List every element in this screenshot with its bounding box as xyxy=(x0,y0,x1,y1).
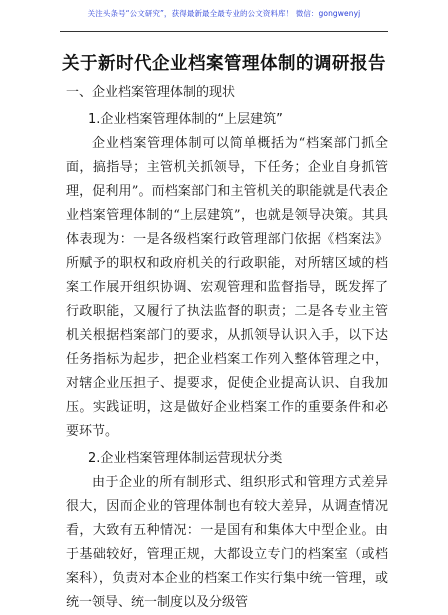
subsection-heading-1: 1.企业档案管理体制的“上层建筑” xyxy=(88,112,283,127)
document-title: 关于新时代企业档案管理体制的调研报告 xyxy=(62,54,386,74)
paragraph-1: 企业档案管理体制可以简单概括为“档案部门抓全面，搞指导；主管机关抓领导，下任务；企业自身抓管理，促利用”。而档案部门和主管机关的职能就是代表企业档案管理体制的“上层建筑”，也就是领导决策。其具体表现为：一是各级档案行政管理部门依据《档案法》所赋予的职权和政府机关的行政职能，对所辖区域的档案工作展开组织协调、宏观管理和监督指导，既发挥了行政职能，又履行了执法监督的职责；二是各专业主管机关根据档案部门的要求，从抓领导认识入手，以下达任务指标为起步，把企业档案工作列入整体管理之中，对辖企业压担子、提要求，促使企业提高认识、自我加压。实践证明，这是做好企业档案工作的重要条件和必要环节。 xyxy=(66,136,388,439)
header-divider xyxy=(60,31,388,32)
subsection-heading-2: 2.企业档案管理体制运营现状分类 xyxy=(88,451,283,466)
header-notice: 关注头条号“公文研究”，获得最新最全最专业的公文资料库！ 微信：gongwenyj xyxy=(87,9,361,18)
document-body xyxy=(66,81,388,615)
paragraph-2: 由于企业的所有制形式、组织形式和管理方式差异很大，因而企业的管理体制也有较大差异，从调查情况看，大致有五种情况：一是国有和集体大中型企业。由于基础较好，管理正规，大都设立专门的档案室（或档案科），负责对本企业的档案工作实行集中统一管理，或统一领导、统一制度以及分级管 xyxy=(66,475,388,610)
section-heading: 一、企业档案管理体制的现状 xyxy=(66,85,236,100)
